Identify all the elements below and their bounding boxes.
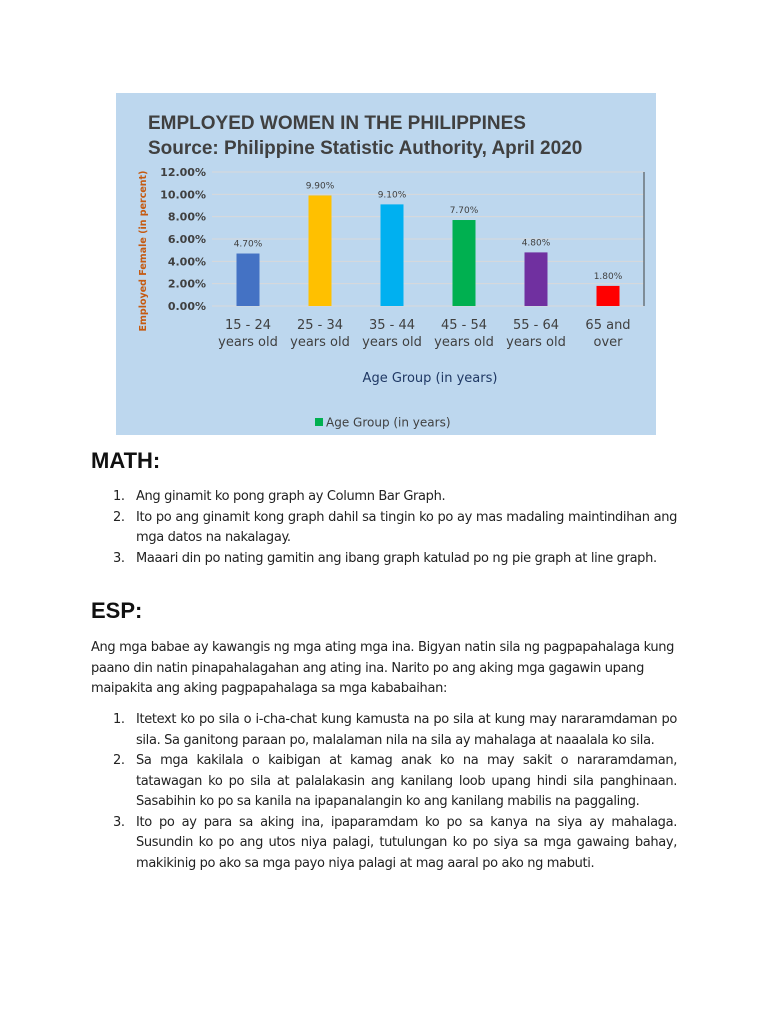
math-list: [91, 487, 677, 569]
x-tick-label: years old: [218, 335, 278, 350]
data-label: 4.80%: [521, 238, 551, 249]
math-item-number: 2.: [113, 509, 125, 525]
esp-item-text: Ito po ay para sa aking ina, ipaparamdam ko po sa kanya na siya ay mahalaga. Susundin ko po ang utos niya palagi, tutulungan ko po siya sa mga gawaing bahay, makikinig po ako sa mga payo niya palagi at mag aaral po ako ng mabuti.: [136, 814, 677, 871]
bar: [525, 252, 548, 306]
esp-paragraph: Ang mga babae ay kawangis ng mga ating mga ina. Bigyan natin sila ng pagpapahalaga kung paano din natin pinapahalagahan ang ating ina. Narito po ang aking mga gagawin upang maipakita ang aking pagpapahalaga sa mga kababaihan:: [91, 640, 675, 696]
x-tick-label: 15 - 24: [224, 318, 272, 333]
math-item: [91, 549, 677, 570]
x-tick-label: 35 - 44: [368, 318, 416, 333]
x-tick-label: years old: [290, 335, 350, 350]
esp-list: [91, 710, 677, 874]
esp-item: [91, 710, 677, 751]
esp-item-number: 3.: [113, 814, 125, 830]
x-tick-label: 25 - 34: [296, 318, 344, 333]
math-item: [91, 487, 677, 508]
math-item-text: Maaari din po nating gamitin ang ibang graph katulad po ng pie graph at line graph.: [136, 550, 657, 566]
bar: [381, 204, 404, 306]
esp-heading: ESP:: [91, 598, 143, 623]
y-tick-label: 6.00%: [167, 233, 206, 246]
y-tick-label: 4.00%: [167, 255, 206, 269]
y-tick-label: 8.00%: [167, 210, 206, 224]
bar: [597, 286, 620, 306]
bar-chart-plot: [116, 93, 656, 435]
math-item-text: Ang ginamit ko pong graph ay Column Bar Graph.: [136, 489, 446, 504]
x-tick-label: 55 - 64: [512, 318, 560, 333]
data-label: 4.70%: [233, 239, 263, 250]
bar: [237, 254, 260, 306]
data-label: 9.10%: [377, 190, 407, 201]
y-tick-label: 0.00%: [167, 300, 206, 313]
esp-item-text: Sa mga kakilala o kaibigan at kamag anak ko na may sakit o nararamdaman, tatawagan ko po sila at palalakasin ang kanilang loob upang hindi sila panghinaan. Sasabihin ko po sa kanila na ipapanalangin ko ang kanilang mabilis na paggaling.: [136, 753, 677, 809]
x-axis-title: Age Group (in years): [362, 371, 498, 386]
esp-item-number: 2.: [113, 753, 125, 768]
data-label: 1.80%: [593, 271, 623, 282]
y-tick-label: 12.00%: [160, 166, 206, 179]
esp-item-number: 1.: [113, 712, 125, 727]
data-label: 7.70%: [449, 206, 479, 217]
x-tick-label: over: [593, 335, 623, 350]
esp-item: [91, 751, 677, 813]
chart-container: [116, 93, 656, 435]
math-item-number: 3.: [113, 550, 125, 566]
esp-item-text: Itetext ko po sila o i-cha-chat kung kamusta na po sila at kung may nararamdaman po sila. Sa ganitong paraan po, malalaman nila na sila ay mahalaga at naaalala ko sila.: [136, 712, 677, 748]
math-item-number: 1.: [113, 489, 125, 504]
math-heading: MATH:: [91, 448, 161, 473]
x-tick-label: years old: [506, 335, 566, 350]
legend-swatch: [315, 418, 323, 426]
chart-title: EMPLOYED WOMEN IN THE PHILIPPINES: [148, 113, 526, 134]
esp-item: [91, 813, 677, 875]
bar: [453, 220, 476, 306]
x-tick-label: 65 and: [585, 318, 631, 333]
math-item-text: Ito po ang ginamit kong graph dahil sa tingin ko po ay mas madaling maintindihan ang mga datos na nakalagay.: [136, 509, 677, 545]
math-item: [91, 508, 677, 549]
x-tick-label: years old: [362, 335, 422, 350]
bar: [309, 195, 332, 306]
data-label: 9.90%: [305, 181, 335, 192]
x-tick-label: 45 - 54: [440, 318, 488, 333]
y-axis-title: Employed Female (in percent): [138, 170, 149, 332]
y-tick-label: 10.00%: [160, 188, 206, 202]
y-tick-label: 2.00%: [167, 277, 206, 291]
chart-subtitle: Source: Philippine Statistic Authority, April 2020: [148, 138, 583, 159]
legend-label: Age Group (in years): [326, 415, 451, 430]
x-tick-label: years old: [434, 335, 494, 350]
